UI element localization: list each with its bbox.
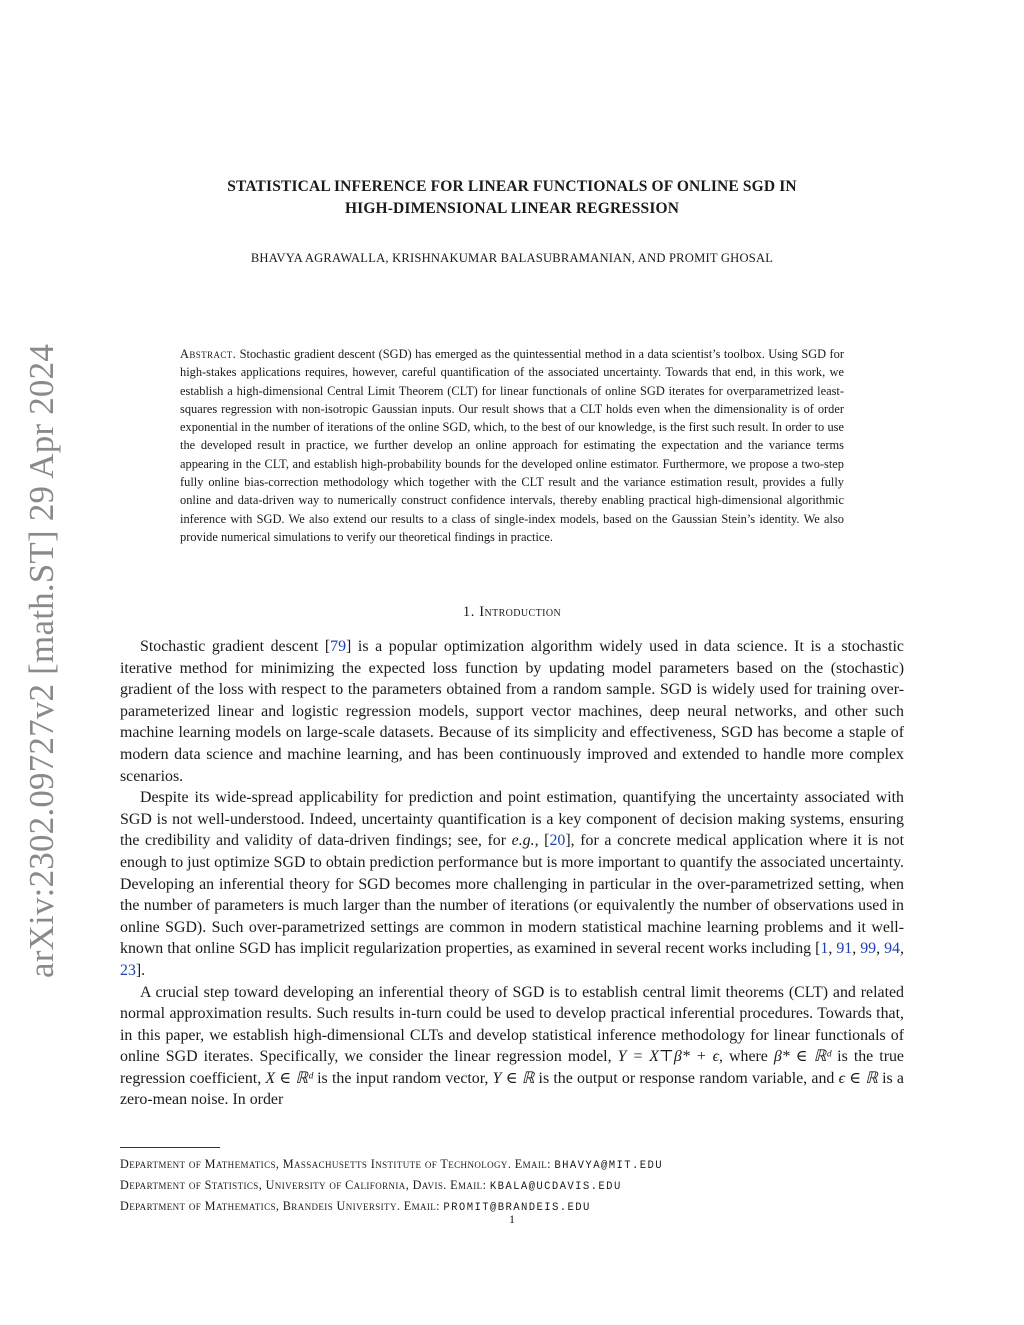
math-expression: ϵ ∈ ℝ bbox=[838, 1069, 878, 1087]
citation-link[interactable]: 1 bbox=[820, 940, 829, 958]
text-run: is a zero-mean noise. In order bbox=[120, 1069, 904, 1109]
text-run: , bbox=[828, 940, 837, 958]
email-link[interactable]: PROMIT@BRANDEIS.EDU bbox=[443, 1202, 591, 1215]
body-text bbox=[120, 636, 904, 1111]
arxiv-sidebar bbox=[22, 336, 62, 986]
text-run: is the input random vector, bbox=[312, 1069, 493, 1087]
citation-link[interactable]: 20 bbox=[549, 832, 566, 850]
affiliation-2 bbox=[120, 1176, 663, 1197]
text-run: , bbox=[876, 940, 885, 958]
affiliation-text: Department of Mathematics, Brandeis University. Email: bbox=[120, 1199, 444, 1214]
text-run: A crucial step toward developing an inferential theory of SGD is to establish central limit theorems (CLT) and related normal approximation results. Such results in-turn could be used to develop practical inferential procedures. Towards that, in this paper, we establish high-dimensional CLTs and develop statistical inference methodology for linear functionals of online SGD iterates. Specifically, we consider the linear regression model, bbox=[120, 983, 904, 1066]
math-expression: X ∈ ℝᵈ bbox=[265, 1069, 313, 1087]
email-link[interactable]: BHAVYA@MIT.EDU bbox=[554, 1160, 664, 1172]
abstract-label: Abstract. bbox=[180, 347, 237, 361]
text-run: is the true regression coefficient, bbox=[120, 1048, 904, 1087]
arxiv-identifier: arXiv:2302.09727v2 [math.ST] 29 Apr 2024 bbox=[22, 343, 61, 979]
abstract-text: Stochastic gradient descent (SGD) has emerged as the quintessential method in a data scientist’s toolbox. Using SGD for high-stakes applications requires, however, careful quantification of the associated uncertainty. Towards that end, in this work, we establish a high-dimensional Central Limit Theorem (CLT) for linear functionals of online SGD iterates for overparametrized least-squares regression with non-isotropic Gaussian inputs. Our result shows that a CLT holds even when the dimensionality is of order exponential in the number of iterations of the online SGD, which, to the best of our knowledge, is the first such result. In order to use the developed result in practice, we further develop an online approach for estimating the expectation and the variance terms appearing in the CLT, and establish high-probability bounds for the developed online estimator. Furthermore, we propose a two-step fully online bias-correction methodology which together with the CLT result and the variance estimation result, provides a fully online and data-driven way to numerically construct confidence intervals, thereby enabling practical high-dimensional algorithmic inference with SGD. We also extend our results to a class of single-index models, based on the Gaussian Stein’s identity. We also provide numerical simulations to verify our theoretical findings in practice. bbox=[180, 347, 844, 544]
email-link[interactable]: KBALA@UCDAVIS.EDU bbox=[489, 1181, 622, 1194]
math-expression: Y ∈ ℝ bbox=[492, 1069, 535, 1087]
footnote-rule bbox=[120, 1147, 220, 1148]
text-run: Despite its wide-spread applicability for prediction and point estimation, quantifying the uncertainty associated with SGD is not well-understood. Indeed, uncertainty quantification is a key component of decision making systems, ensuring the credibility and validity of data-driven findings; see, for bbox=[120, 789, 904, 850]
citation-link[interactable]: 94 bbox=[884, 940, 900, 958]
abstract bbox=[180, 345, 844, 546]
affiliation-1 bbox=[120, 1155, 663, 1176]
affiliations bbox=[120, 1155, 663, 1219]
paragraph-3 bbox=[120, 982, 904, 1112]
page-number: 1 bbox=[509, 1212, 515, 1226]
math-expression: Y = X⊤β* + ϵ bbox=[617, 1048, 719, 1066]
text-run: ] is a popular optimization algorithm widely used in data science. It is a stochastic iterative method for minimizing the expected loss function by updating model parameters based on the (stochastic) gradient of the loss with respect to the parameters obtained from a random sample. SGD is widely used for training over-parameterized linear and logistic regression models, support vector machines, deep neural networks, and other such machine learning models on large-scale datasets. Because of its simplicity and effectiveness, SGD has become a staple of modern data science and machine learning, and has been continuously improved and extended to handle more complex scenarios. bbox=[120, 638, 904, 785]
section-title: Introduction bbox=[479, 604, 562, 620]
section-number: 1. bbox=[462, 604, 475, 620]
text-run: , bbox=[900, 940, 904, 958]
text-run-italic: e.g., bbox=[511, 832, 539, 850]
paragraph-2 bbox=[120, 787, 904, 981]
math-expression: β* ∈ ℝᵈ bbox=[773, 1048, 832, 1066]
text-run: , where bbox=[719, 1048, 774, 1066]
citation-link[interactable]: 79 bbox=[330, 638, 347, 655]
citation-link[interactable]: 23 bbox=[120, 961, 136, 979]
author-list: BHAVYA AGRAWALLA, KRISHNAKUMAR BALASUBRAMANIAN, AND PROMIT GHOSAL bbox=[250, 251, 774, 265]
citation-link[interactable]: 91 bbox=[836, 940, 853, 958]
citation-link[interactable]: 99 bbox=[860, 940, 877, 958]
section-heading bbox=[120, 604, 904, 621]
text-run: [ bbox=[538, 832, 550, 850]
affiliation-text: Department of Statistics, University of California, Davis. Email: bbox=[120, 1178, 490, 1193]
text-run: , bbox=[852, 940, 861, 958]
paper-title bbox=[120, 176, 904, 220]
title-line-1: STATISTICAL INFERENCE FOR LINEAR FUNCTIONALS OF ONLINE SGD IN bbox=[227, 178, 797, 195]
text-run: ], for a concrete medical application where it is not enough to just optimize SGD to obtain prediction performance but is more important to quantify the associated uncertainty. Developing an inferential theory for SGD becomes more challenging in particular in the over-parametrized setting, when the number of parameters is much larger than the number of iterations (or equivalently the number of observations used in online SGD). Such over-parametrized settings are common in modern statistical machine learning problems and it well-known that online SGD has implicit regularization properties, as examined in several recent works including [ bbox=[120, 832, 905, 958]
text-run: Stochastic gradient descent [ bbox=[140, 638, 331, 655]
text-run: is the output or response random variable, and bbox=[534, 1069, 839, 1087]
affiliation-text: Department of Mathematics, Massachusetts Institute of Technology. Email: bbox=[120, 1157, 555, 1171]
paragraph-1 bbox=[120, 636, 904, 787]
title-line-2: HIGH-DIMENSIONAL LINEAR REGRESSION bbox=[344, 200, 680, 217]
text-run: ]. bbox=[135, 961, 146, 979]
